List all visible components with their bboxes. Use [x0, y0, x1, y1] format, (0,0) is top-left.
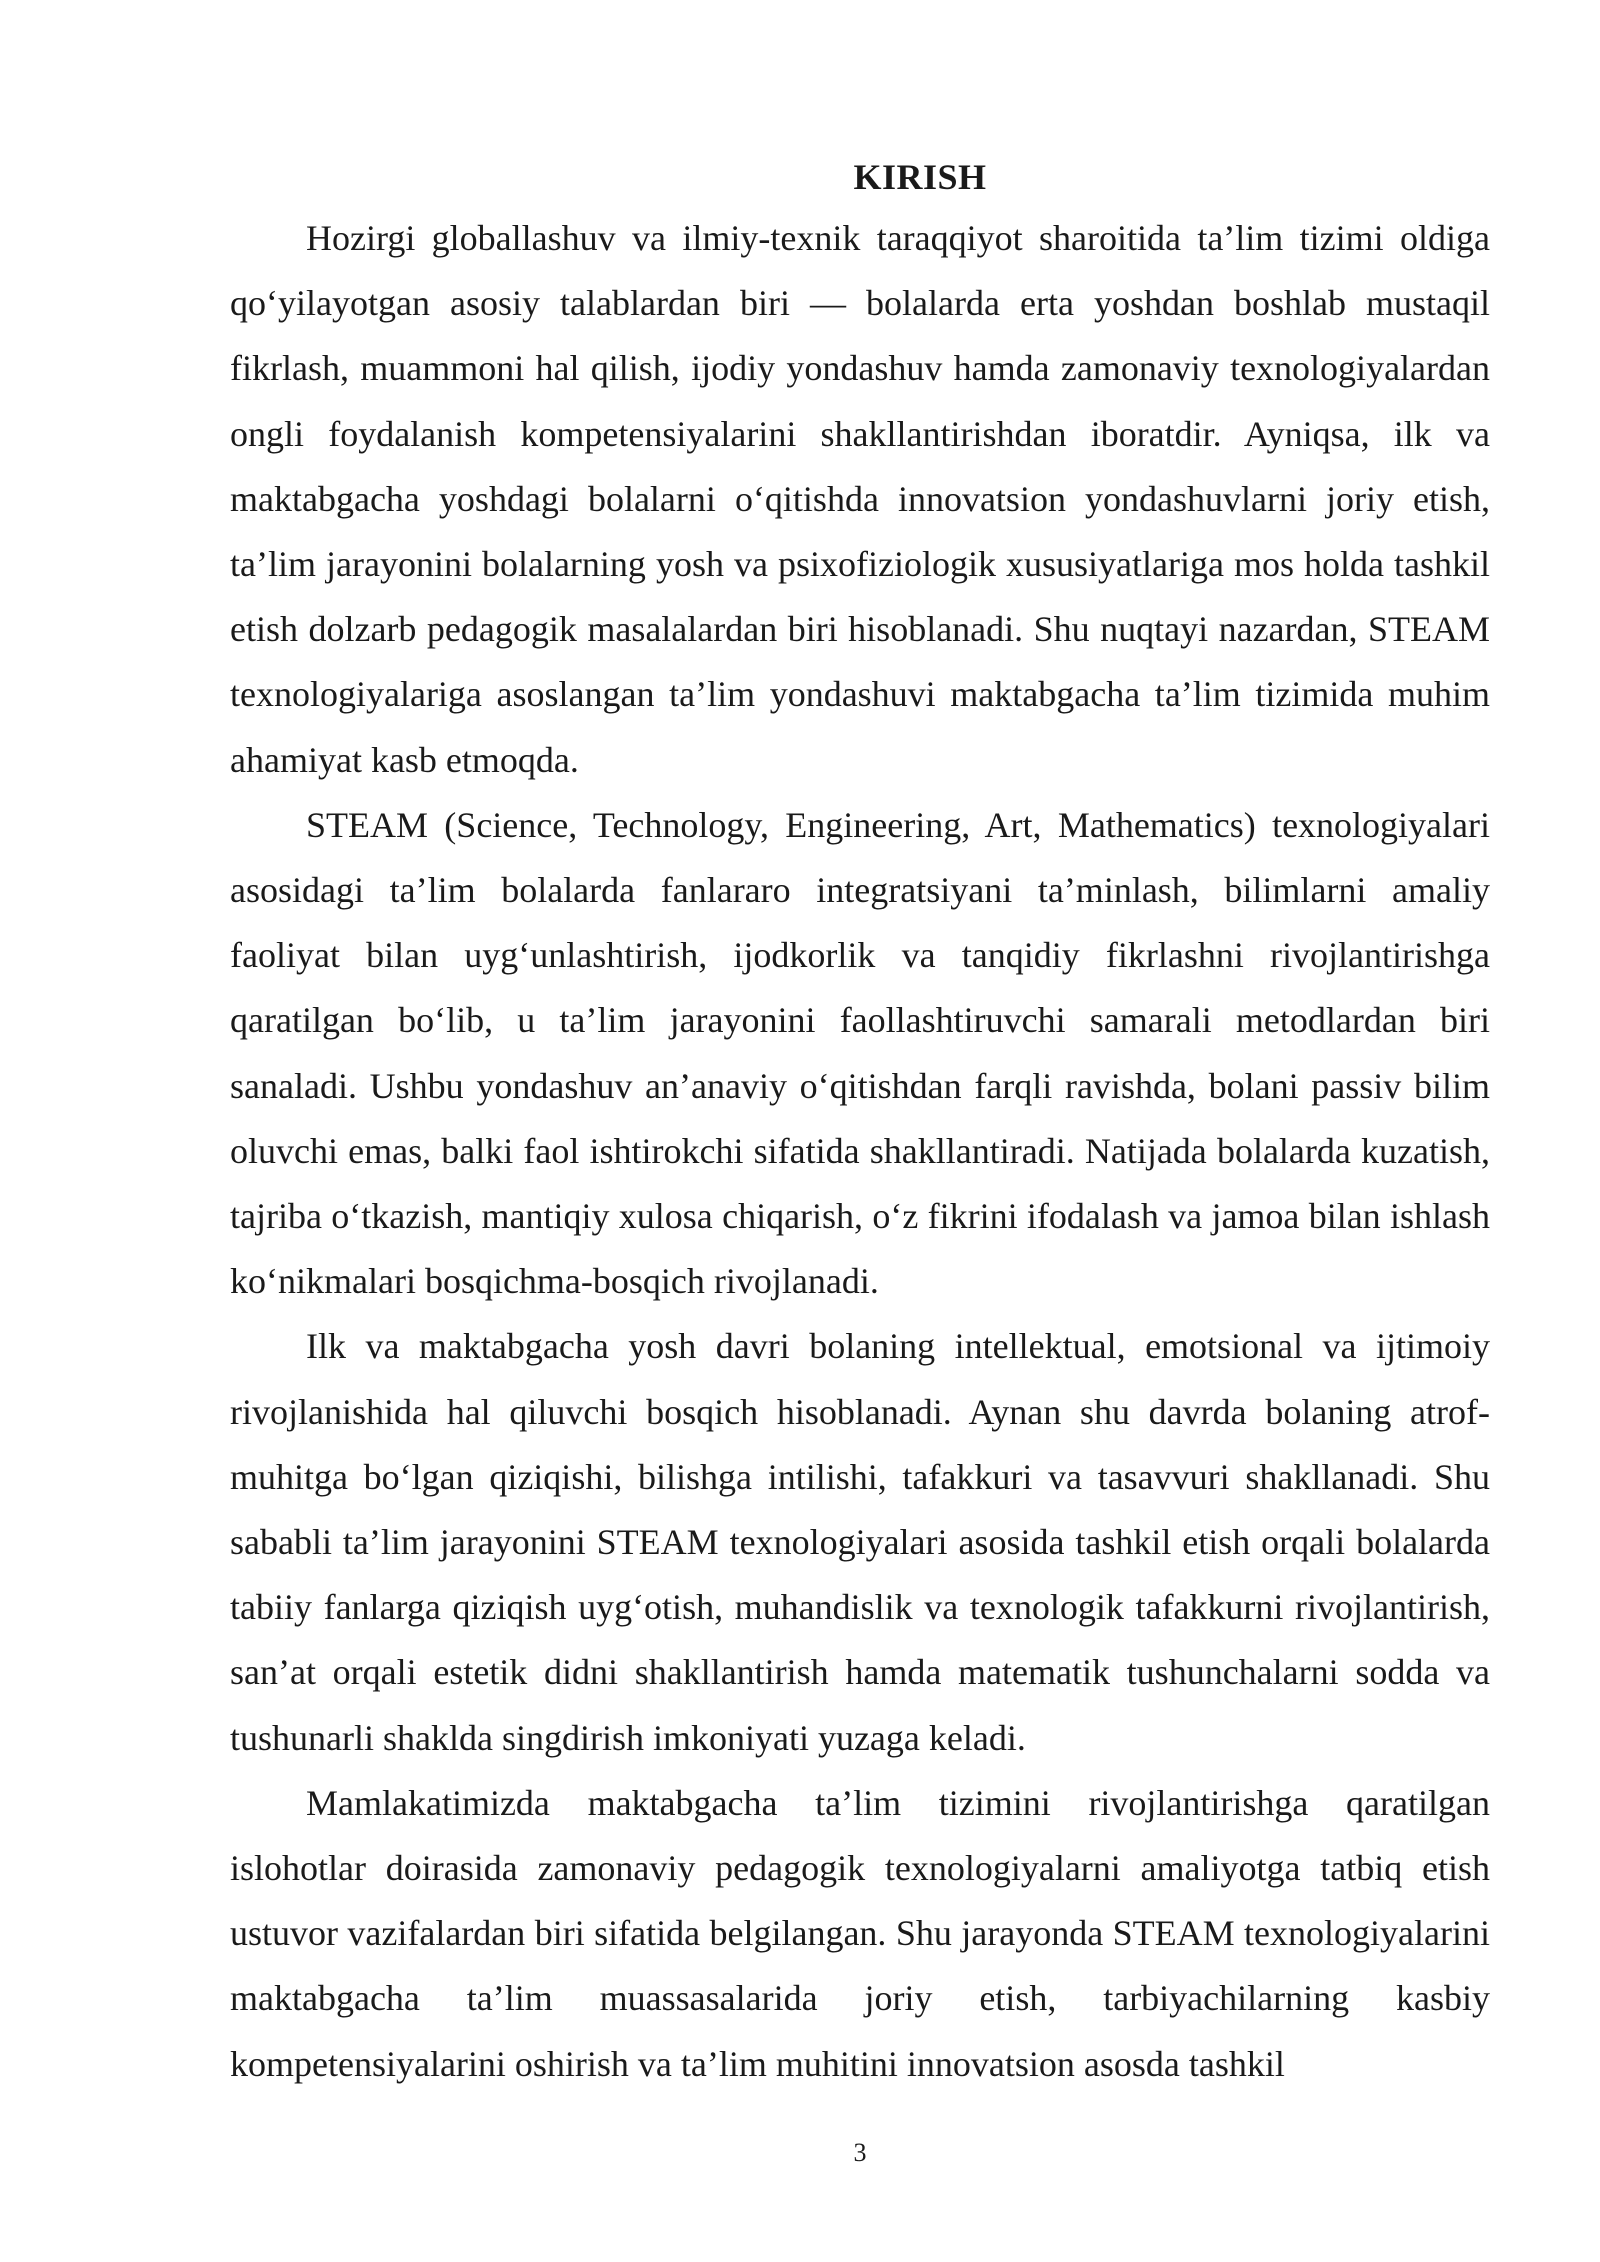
section-title: KIRISH: [853, 157, 987, 197]
paragraph-4: Mamlakatimizda maktabgacha ta’lim tizimini rivojlantirishga qaratilgan islohotlar doirasida zamonaviy pedagogik texnologiyalarni amaliyotga tatbiq etish ustuvor vazifalardan biri sifatida belgilangan. Shu jarayonda STEAM texnologiyalarini maktabgacha ta’lim muassasalarida joriy etish, tarbiyachilarning kasbiy kompetensiyalarini oshirish va ta’lim muhitini innovatsion asosda tashkil: [230, 1782, 1490, 2084]
page-number: 3: [853, 2138, 867, 2167]
paragraph-3: Ilk va maktabgacha yosh davri bolaning intellektual, emotsional va ijtimoiy rivojlanishida hal qiluvchi bosqich hisoblanadi. Aynan shu davrda bolaning atrof-muhitga bo‘lgan qiziqishi, bilishga intilishi, tafakkuri va tasavvuri shakllanadi. Shu sababli ta’lim jarayonini STEAM texnologiyalari asosida tashkil etish orqali bolalarda tabiiy fanlarga qiziqish uyg‘otish, muhandislik va texnologik tafakkurni rivojlantirish, san’at orqali estetik didni shakllantirish hamda matematik tushunchalarni sodda va tushunarli shaklda singdirish imkoniyati yuzaga keladi.: [230, 1326, 1490, 1758]
page-content: [230, 148, 1490, 2097]
paragraph-2: STEAM (Science, Technology, Engineering, Art, Mathematics) texnologiyalari asosidagi ta’lim bolalarda fanlararo integratsiyani ta’minlash, bilimlarni amaliy faoliyat bilan uyg‘unlashtirish, ijodkorlik va tanqidiy fikrlashni rivojlantirishga qaratilgan bo‘lib, u ta’lim jarayonini faollashtiruvchi samarali metodlardan biri sanaladi. Ushbu yondashuv an’anaviy o‘qitishdan farqli ravishda, bolani passiv bilim oluvchi emas, balki faol ishtirokchi sifatida shakllantiradi. Natijada bolalarda kuzatish, tajriba o‘tkazish, mantiqiy xulosa chiqarish, o‘z fikrini ifodalash va jamoa bilan ishlash ko‘nikmalari bosqichma-bosqich rivojlanadi.: [230, 804, 1490, 1302]
paragraph-1: Hozirgi globallashuv va ilmiy-texnik taraqqiyot sharoitida ta’lim tizimi oldiga qo‘yilayotgan asosiy talablardan biri — bolalarda erta yoshdan boshlab mustaqil fikrlash, muammoni hal qilish, ijodiy yondashuv hamda zamonaviy texnologiyalardan ongli foydalanish kompetensiyalarini shakllantirishdan iboratdir. Ayniqsa, ilk va maktabgacha yoshdagi bolalarni o‘qitishda innovatsion yondashuvlarni joriy etish, ta’lim jarayonini bolalarning yosh va psixofiziologik xususiyatlariga mos holda tashkil etish dolzarb pedagogik masalalardan biri hisoblanadi. Shu nuqtayi nazardan, STEAM texnologiyalariga asoslangan ta’lim yondashuvi maktabgacha ta’lim tizimida muhim ahamiyat kasb etmoqda.: [230, 218, 1490, 780]
